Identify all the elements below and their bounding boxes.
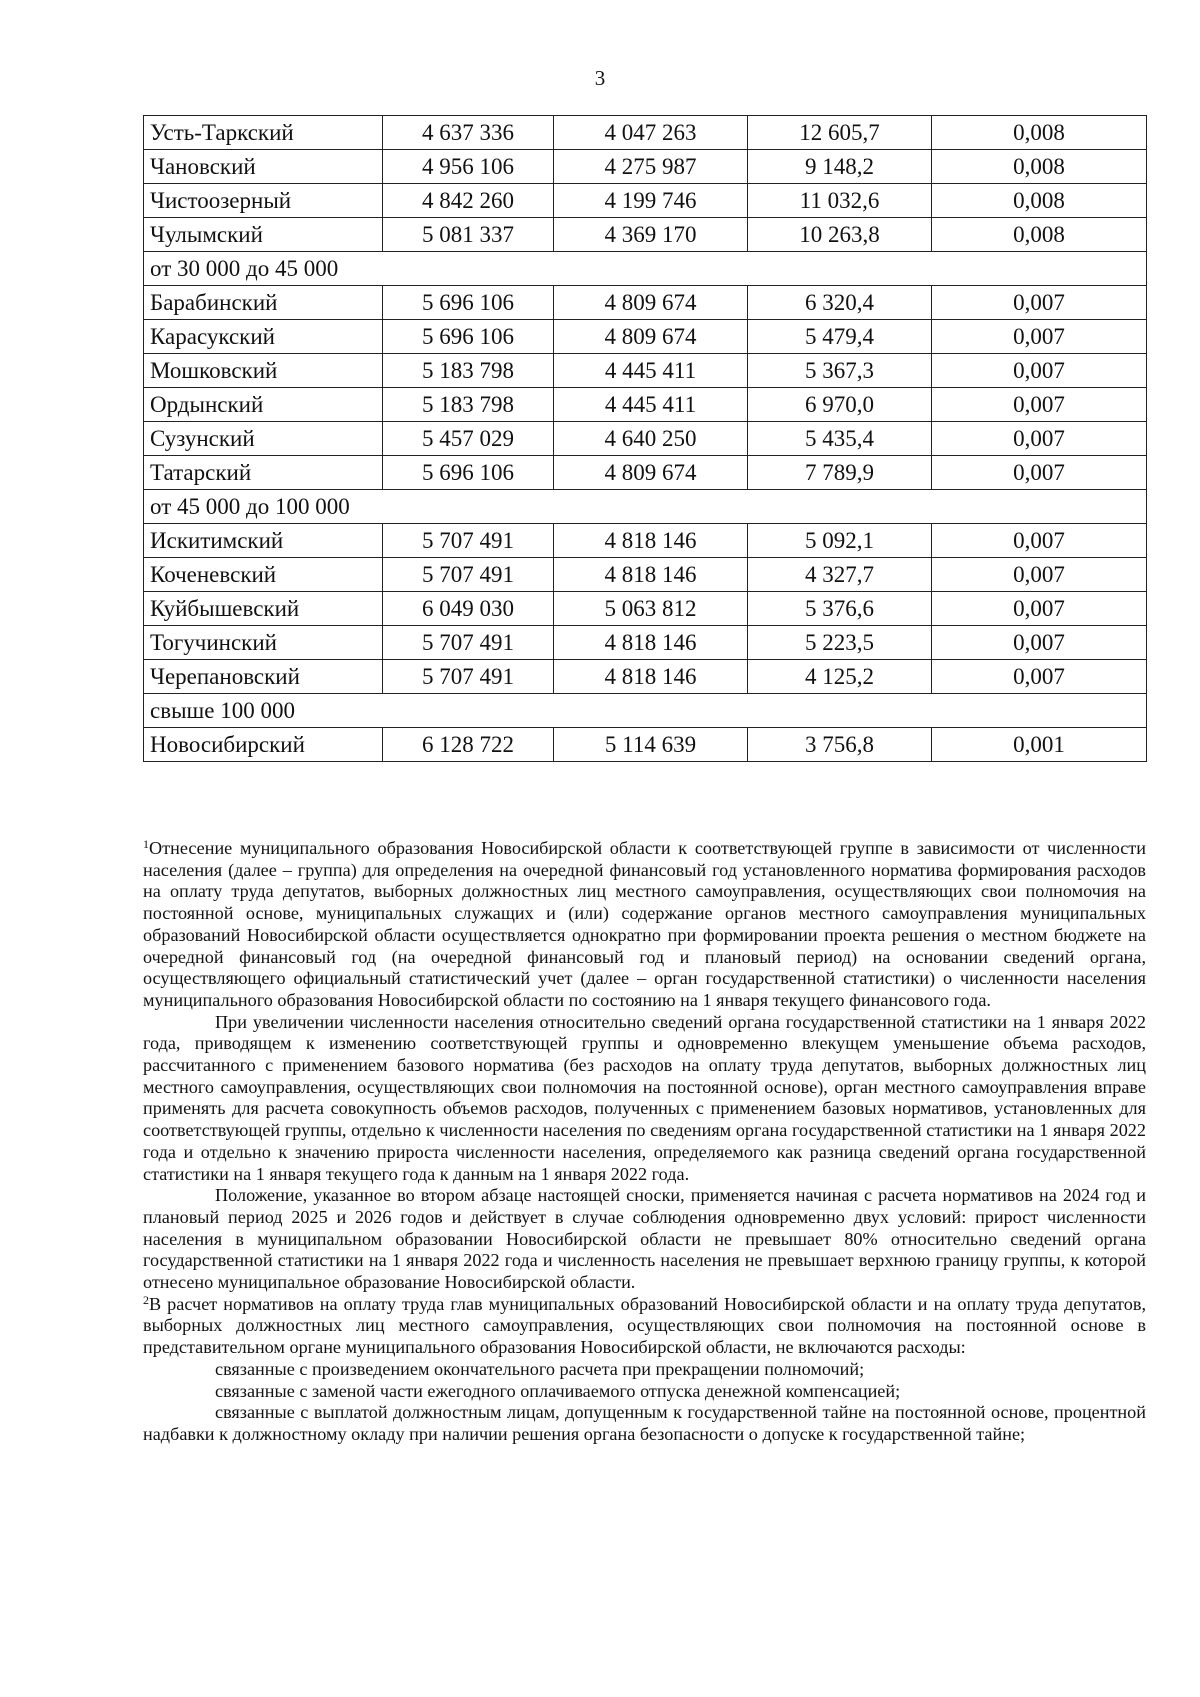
value-cell-1: 4 842 260 — [383, 184, 554, 218]
page-number: 3 — [594, 66, 606, 90]
district-name-cell: Татарский — [144, 456, 383, 490]
value-cell-4: 0,007 — [932, 286, 1147, 320]
district-name-cell: Коченевский — [144, 558, 383, 592]
district-name-cell: Карасукский — [144, 320, 383, 354]
table-row — [144, 184, 1147, 218]
table-group-row — [144, 490, 1147, 524]
footnote-1-paragraph-3: Положение, указанное во втором абзаце настоящей сноски, применяется начиная с расчета нормативов на 2024 год и плановый период 2025 и 2026 годов и действует в случае соблюдения одновременно двух условий: прирост численности населения в муниципальном образовании Новосибирской области не превышает 80% относительно сведений органа государственной статистики на 1 января 2022 года и численность населения не превышает верхнюю границу группы, к которой отнесено муниципальное образование Новосибирской области. — [143, 1185, 1146, 1293]
table-row — [144, 286, 1147, 320]
district-name-cell: Куйбышевский — [144, 592, 383, 626]
value-cell-3: 9 148,2 — [748, 150, 932, 184]
table-row — [144, 626, 1147, 660]
table-row — [144, 592, 1147, 626]
value-cell-1: 5 707 491 — [383, 558, 554, 592]
value-cell-3: 3 756,8 — [748, 728, 932, 762]
value-cell-4: 0,007 — [932, 524, 1147, 558]
value-cell-1: 5 707 491 — [383, 524, 554, 558]
value-cell-1: 4 637 336 — [383, 116, 554, 150]
value-cell-4: 0,008 — [932, 116, 1147, 150]
district-name-cell: Сузунский — [144, 422, 383, 456]
footnote-2-mark: 2 — [143, 1292, 149, 1307]
table-row — [144, 524, 1147, 558]
value-cell-1: 5 696 106 — [383, 456, 554, 490]
district-name-cell: Мошковский — [144, 354, 383, 388]
district-name-cell: Чулымский — [144, 218, 383, 252]
value-cell-2: 5 114 639 — [554, 728, 748, 762]
table-row — [144, 218, 1147, 252]
footnote-1-paragraph-2: При увеличении численности населения относительно сведений органа государственной статистики на 1 января 2022 года, приводящем к изменению соответствующей группы и одновременно влекущем уменьшение объема расходов, рассчитанного с применением базового норматива (без расходов на оплату труда депутатов, выборных должностных лиц местного самоуправления, осуществляющих свои полномочия на постоянной основе), орган местного самоуправления вправе применять для расчета совокупность объемов расходов, полученных с применением базовых нормативов, установленных для соответствующей группы, отдельно к численности населения по сведениям органа государственной статистики на 1 января 2022 года и отдельно к значению прироста численности населения, определяемого как разница сведений органа государственной статистики на 1 января текущего года к данным на 1 января 2022 года. — [143, 1011, 1146, 1184]
value-cell-2: 4 445 411 — [554, 388, 748, 422]
value-cell-3: 5 479,4 — [748, 320, 932, 354]
value-cell-1: 5 696 106 — [383, 286, 554, 320]
table-row — [144, 728, 1147, 762]
value-cell-4: 0,007 — [932, 660, 1147, 694]
value-cell-4: 0,008 — [932, 218, 1147, 252]
value-cell-4: 0,007 — [932, 320, 1147, 354]
value-cell-2: 4 818 146 — [554, 660, 748, 694]
table-body — [144, 116, 1147, 762]
district-name-cell: Тогучинский — [144, 626, 383, 660]
value-cell-1: 5 707 491 — [383, 660, 554, 694]
value-cell-2: 4 275 987 — [554, 150, 748, 184]
value-cell-4: 0,007 — [932, 592, 1147, 626]
value-cell-3: 12 605,7 — [748, 116, 932, 150]
value-cell-3: 4 327,7 — [748, 558, 932, 592]
value-cell-3: 11 032,6 — [748, 184, 932, 218]
footnote-1 — [143, 838, 1146, 1012]
footnote-1-text: Отнесение муниципального образования Новосибирской области к соответствующей группе в зависимости от численности населения (далее – группа) для определения на очередной финансовый год установленного норматива формирования расходов на оплату труда депутатов, выборных должностных лиц местного самоуправления, осуществляющих свои полномочия на постоянной основе, муниципальных служащих и (или) содержание органов местного самоуправления муниципальных образований Новосибирской области осуществляется однократно при формировании проекта решения о местном бюджете на очередной финансовый год (на очередной финансовый год и плановый период) на основании сведений органа, осуществляющего официальный статистический учет (далее – орган государственной статистики) о численности населения муниципального образования Новосибирской области по состоянию на 1 января текущего финансового года. — [143, 838, 1146, 1010]
value-cell-4: 0,007 — [932, 456, 1147, 490]
footnote-2-item-3: связанные с выплатой должностным лицам, допущенным к государственной тайне на постоянной основе, процентной надбавки к должностному окладу при наличии решения органа безопасности о допуске к государственной тайне; — [143, 1402, 1146, 1444]
value-cell-3: 10 263,8 — [748, 218, 932, 252]
value-cell-3: 7 789,9 — [748, 456, 932, 490]
district-name-cell: Новосибирский — [144, 728, 383, 762]
footnotes — [143, 838, 1146, 1446]
value-cell-1: 5 696 106 — [383, 320, 554, 354]
table-row — [144, 388, 1147, 422]
value-cell-3: 6 320,4 — [748, 286, 932, 320]
value-cell-1: 5 183 798 — [383, 388, 554, 422]
value-cell-3: 4 125,2 — [748, 660, 932, 694]
value-cell-4: 0,007 — [932, 422, 1147, 456]
value-cell-1: 6 128 722 — [383, 728, 554, 762]
value-cell-3: 5 092,1 — [748, 524, 932, 558]
value-cell-3: 5 367,3 — [748, 354, 932, 388]
table-row — [144, 456, 1147, 490]
footnote-2-text: В расчет нормативов на оплату труда глав муниципальных образований Новосибирской области и на оплату труда депутатов, выборных должностных лиц местного самоуправления, осуществляющих свои полномочия на постоянной основе в представительном органе муниципального образования Новосибирской области, не включаются расходы: — [143, 1293, 1146, 1358]
footnote-2-item-1: связанные с произведением окончательного расчета при прекращении полномочий; — [215, 1358, 865, 1379]
value-cell-2: 5 063 812 — [554, 592, 748, 626]
value-cell-1: 4 956 106 — [383, 150, 554, 184]
table-row — [144, 150, 1147, 184]
value-cell-2: 4 818 146 — [554, 558, 748, 592]
value-cell-2: 4 445 411 — [554, 354, 748, 388]
district-name-cell: Барабинский — [144, 286, 383, 320]
value-cell-4: 0,008 — [932, 150, 1147, 184]
table-row — [144, 354, 1147, 388]
footnote-2 — [143, 1294, 1146, 1359]
table-row — [144, 558, 1147, 592]
value-cell-4: 0,007 — [932, 558, 1147, 592]
value-cell-1: 6 049 030 — [383, 592, 554, 626]
value-cell-2: 4 199 746 — [554, 184, 748, 218]
value-cell-2: 4 818 146 — [554, 524, 748, 558]
group-label: свыше 100 000 — [144, 694, 1147, 728]
value-cell-3: 6 970,0 — [748, 388, 932, 422]
value-cell-3: 5 223,5 — [748, 626, 932, 660]
table-group-row — [144, 694, 1147, 728]
table-group-row — [144, 252, 1147, 286]
value-cell-3: 5 435,4 — [748, 422, 932, 456]
table-row — [144, 660, 1147, 694]
value-cell-2: 4 369 170 — [554, 218, 748, 252]
district-name-cell: Усть-Таркский — [144, 116, 383, 150]
value-cell-3: 5 376,6 — [748, 592, 932, 626]
value-cell-2: 4 809 674 — [554, 320, 748, 354]
table-row — [144, 116, 1147, 150]
norms-table — [143, 115, 1147, 762]
footnote-1-mark: 1 — [143, 837, 149, 851]
value-cell-2: 4 047 263 — [554, 116, 748, 150]
value-cell-2: 4 809 674 — [554, 456, 748, 490]
district-name-cell: Черепановский — [144, 660, 383, 694]
group-label: от 45 000 до 100 000 — [144, 490, 1147, 524]
district-name-cell: Ордынский — [144, 388, 383, 422]
value-cell-2: 4 640 250 — [554, 422, 748, 456]
value-cell-1: 5 081 337 — [383, 218, 554, 252]
value-cell-4: 0,007 — [932, 626, 1147, 660]
value-cell-4: 0,001 — [932, 728, 1147, 762]
value-cell-1: 5 457 029 — [383, 422, 554, 456]
table-row — [144, 422, 1147, 456]
group-label: от 30 000 до 45 000 — [144, 252, 1147, 286]
value-cell-4: 0,008 — [932, 184, 1147, 218]
value-cell-1: 5 183 798 — [383, 354, 554, 388]
table-row — [144, 320, 1147, 354]
district-name-cell: Искитимский — [144, 524, 383, 558]
value-cell-2: 4 818 146 — [554, 626, 748, 660]
value-cell-4: 0,007 — [932, 354, 1147, 388]
value-cell-2: 4 809 674 — [554, 286, 748, 320]
value-cell-4: 0,007 — [932, 388, 1147, 422]
district-name-cell: Чистоозерный — [144, 184, 383, 218]
footnote-2-item-2: связанные с заменой части ежегодного оплачиваемого отпуска денежной компенсацией; — [215, 1380, 901, 1401]
value-cell-1: 5 707 491 — [383, 626, 554, 660]
district-name-cell: Чановский — [144, 150, 383, 184]
